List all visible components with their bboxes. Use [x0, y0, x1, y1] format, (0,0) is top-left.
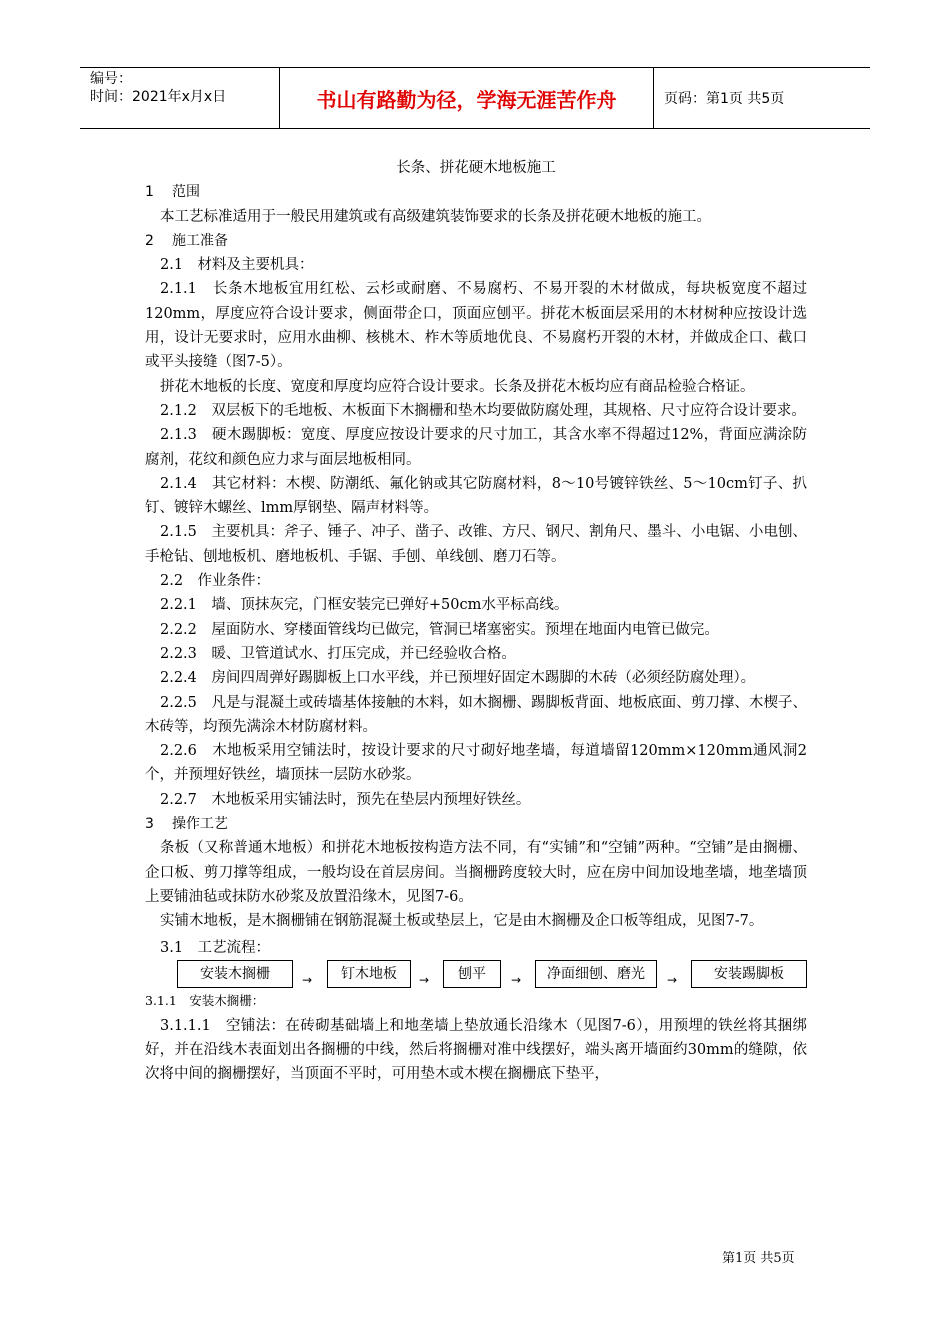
flow-step: 净面细刨、磨光	[535, 960, 657, 988]
arrow-right-icon: →	[667, 972, 678, 987]
arrow-right-icon: →	[419, 972, 430, 987]
header-table	[80, 67, 870, 129]
process-flowchart	[145, 960, 807, 990]
paragraph: 2.2.6 木地板采用空铺法时，按设计要求的尺寸砌好地垄墙，每道墙留120mm×120mm通风洞2个，并预埋好铁丝，墙顶抹一层防水砂浆。	[145, 743, 807, 784]
paragraph: 2.2 作业条件：	[160, 573, 271, 590]
time-label: 时间：2021年x月x日	[90, 89, 227, 105]
section-title: 施工准备	[172, 232, 228, 249]
paragraph: 2.1.2 双层板下的毛地板、木板面下木搁栅和垫木均要做防腐处理，其规格、尺寸应符合设计要求。	[160, 402, 806, 419]
paragraph: 2.1.3 硬木踢脚板：宽度、厚度应按设计要求的尺寸加工，其含水率不得超过12%，背面应满涂防腐剂，花纹和颜色应力求与面层地板相同。	[145, 427, 807, 468]
paragraph: 实铺木地板，是木搁栅铺在钢筋混凝土板或垫层上，它是由木搁栅及企口板等组成，见图7-7。	[160, 913, 764, 930]
paragraph: 2.2.5 凡是与混凝土或砖墙基体接触的木料，如木搁栅、踢脚板背面、地板底面、剪刀撑、木楔子、木砖等，均预先满涂木材防腐材料。	[145, 694, 807, 735]
paragraph: 本工艺标准适用于一般民用建筑或有高级建筑装饰要求的长条及拼花硬木地板的施工。	[160, 208, 711, 225]
section-title: 范围	[172, 184, 200, 201]
section-number: 2	[145, 232, 154, 249]
document-title: 长条、拼花硬木地板施工	[396, 160, 556, 176]
paragraph: 2.2.1 墙、顶抹灰完，门框安装完已弹好+50cm水平标高线。	[160, 597, 569, 614]
paragraph: 拼花木地板的长度、宽度和厚度均应符合设计要求。长条及拼花木板均应有商品检验合格证。	[160, 378, 755, 395]
paragraph: 2.1 材料及主要机具：	[160, 257, 314, 274]
arrow-right-icon: →	[511, 972, 522, 987]
motto-text: 书山有路勤为径，学海无涯苦作舟	[280, 68, 654, 128]
section-number: 1	[145, 184, 154, 201]
paragraph: 2.1.5 主要机具：斧子、锤子、冲子、凿子、改锥、方尺、钢尺、割角尺、墨斗、小电锯、小电刨、手枪钻、刨地板机、磨地板机、手锯、手刨、单线刨、磨刀石等。	[145, 524, 807, 565]
number-label: 编号：	[90, 71, 132, 87]
section-1-heading	[145, 180, 807, 204]
paragraph: 2.2.3 暖、卫管道试水、打压完成，并已经验收合格。	[160, 645, 516, 662]
section-2-heading	[145, 229, 807, 253]
paragraph: 2.1.4 其它材料：木楔、防潮纸、氟化钠或其它防腐材料，8～10号镀锌铁丝、5～10cm钉子、扒钉、镀锌木螺丝、lmm厚钢垫、隔声材料等。	[145, 475, 807, 517]
paragraph: 2.2.4 房间四周弹好踢脚板上口水平线，并已预埋好固定木踢脚的木砖（必须经防腐处理）。	[160, 670, 756, 687]
flow-step: 钉木地板	[327, 960, 411, 988]
flow-step: 刨平	[443, 960, 501, 988]
section-title: 操作工艺	[172, 816, 228, 833]
section-3-heading	[145, 812, 807, 836]
paragraph: 3.1.1 安装木搁栅：	[145, 992, 265, 1008]
section-number: 3	[145, 816, 154, 833]
document-body	[145, 156, 807, 1087]
paragraph: 条板（又称普通木地板）和拼花木地板按构造方法不同，有“实铺”和“空铺”两种。“空铺”是由搁栅、企口板、剪刀撑等组成，一般均设在首层房间。当搁栅跨度较大时，应在房中间加设地垄墙，地垄墙顶上要铺油毡或抹防水砂浆及放置沿缘木，见图7-6。	[145, 840, 807, 905]
flow-step: 安装踢脚板	[691, 960, 807, 988]
arrow-right-icon: →	[302, 972, 313, 987]
flow-step: 安装木搁栅	[177, 960, 293, 988]
paragraph: 3.1.1.1 空铺法：在砖砌基础墙上和地垄墙上垫放通长沿缘木（见图7-6），用预埋的铁丝将其捆绑好，并在沿线木表面划出各搁栅的中线，然后将搁栅对准中线摆好，端头离开墙面约30mm的缝隙，依次将中间的搁栅摆好，当顶面不平时，可用垫木或木楔在搁栅底下垫平，	[145, 1017, 807, 1083]
page-info: 页码：第1页 共5页	[664, 91, 785, 107]
paragraph: 3.1 工艺流程：	[160, 939, 271, 956]
paragraph: 2.2.2 屋面防水、穿楼面管线均已做完，管洞已堵塞密实。预埋在地面内电管已做完。	[160, 621, 719, 638]
page-footer: 第1页 共5页	[722, 1251, 795, 1266]
paragraph: 2.2.7 木地板采用实铺法时，预先在垫层内预埋好铁丝。	[160, 791, 531, 808]
header-left-cell	[80, 68, 280, 128]
paragraph: 2.1.1 长条木地板宜用红松、云杉或耐磨、不易腐朽、不易开裂的木材做成，每块板宽度不超过120mm，厚度应符合设计要求，侧面带企口，顶面应刨平。拼花木板面层采用的木材树种应按设计选用，设计无要求时，应用水曲柳、核桃木、柞木等质地优良、不易腐朽开裂的木材，并做成企口、截口或平头接缝（图7-5）。	[145, 281, 807, 371]
